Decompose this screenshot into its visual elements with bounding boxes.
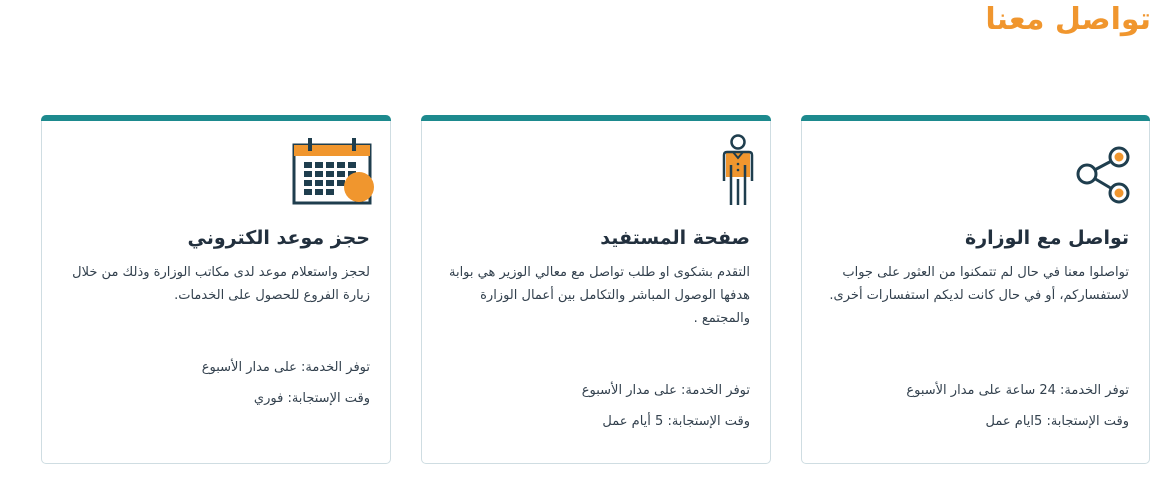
service-availability: توفر الخدمة: على مدار الأسبوع (581, 383, 750, 398)
contact-ministry-card[interactable] (801, 115, 1150, 464)
electronic-appointment-card[interactable] (41, 115, 391, 464)
calendar-icon (290, 135, 378, 213)
response-time: وقت الإستجابة: 5ايام عمل (985, 414, 1129, 429)
card-title: تواصل مع الوزارة (964, 227, 1129, 249)
card-description: تواصلوا معنا في حال لم تتمكنوا من العثور على جواب لاستفساركم، أو في حال كانت لديكم استفسارات أخرى. (829, 265, 1129, 303)
person-icon (718, 133, 758, 213)
response-time: وقت الإستجابة: 5 أيام عمل (602, 414, 750, 429)
card-title: حجز موعد الكتروني (187, 227, 370, 249)
card-description: التقدم بشكوى او طلب تواصل مع معالي الوزير هي بوابة هدفها الوصول المباشر والتكامل بين أعمال الوزارة والمجتمع . (448, 265, 750, 326)
beneficiary-page-card[interactable] (421, 115, 771, 464)
page-title: تواصل معنا (985, 2, 1151, 37)
service-availability: توفر الخدمة: على مدار الأسبوع (201, 360, 370, 375)
share-icon (1067, 143, 1137, 217)
response-time: وقت الإستجابة: فوري (253, 391, 370, 406)
card-title: صفحة المستفيد (600, 227, 750, 249)
service-availability: توفر الخدمة: 24 ساعة على مدار الأسبوع (906, 383, 1129, 398)
card-description: لحجز واستعلام موعد لدى مكاتب الوزارة وذلك من خلال زيارة الفروع للحصول على الخدمات. (72, 265, 370, 303)
